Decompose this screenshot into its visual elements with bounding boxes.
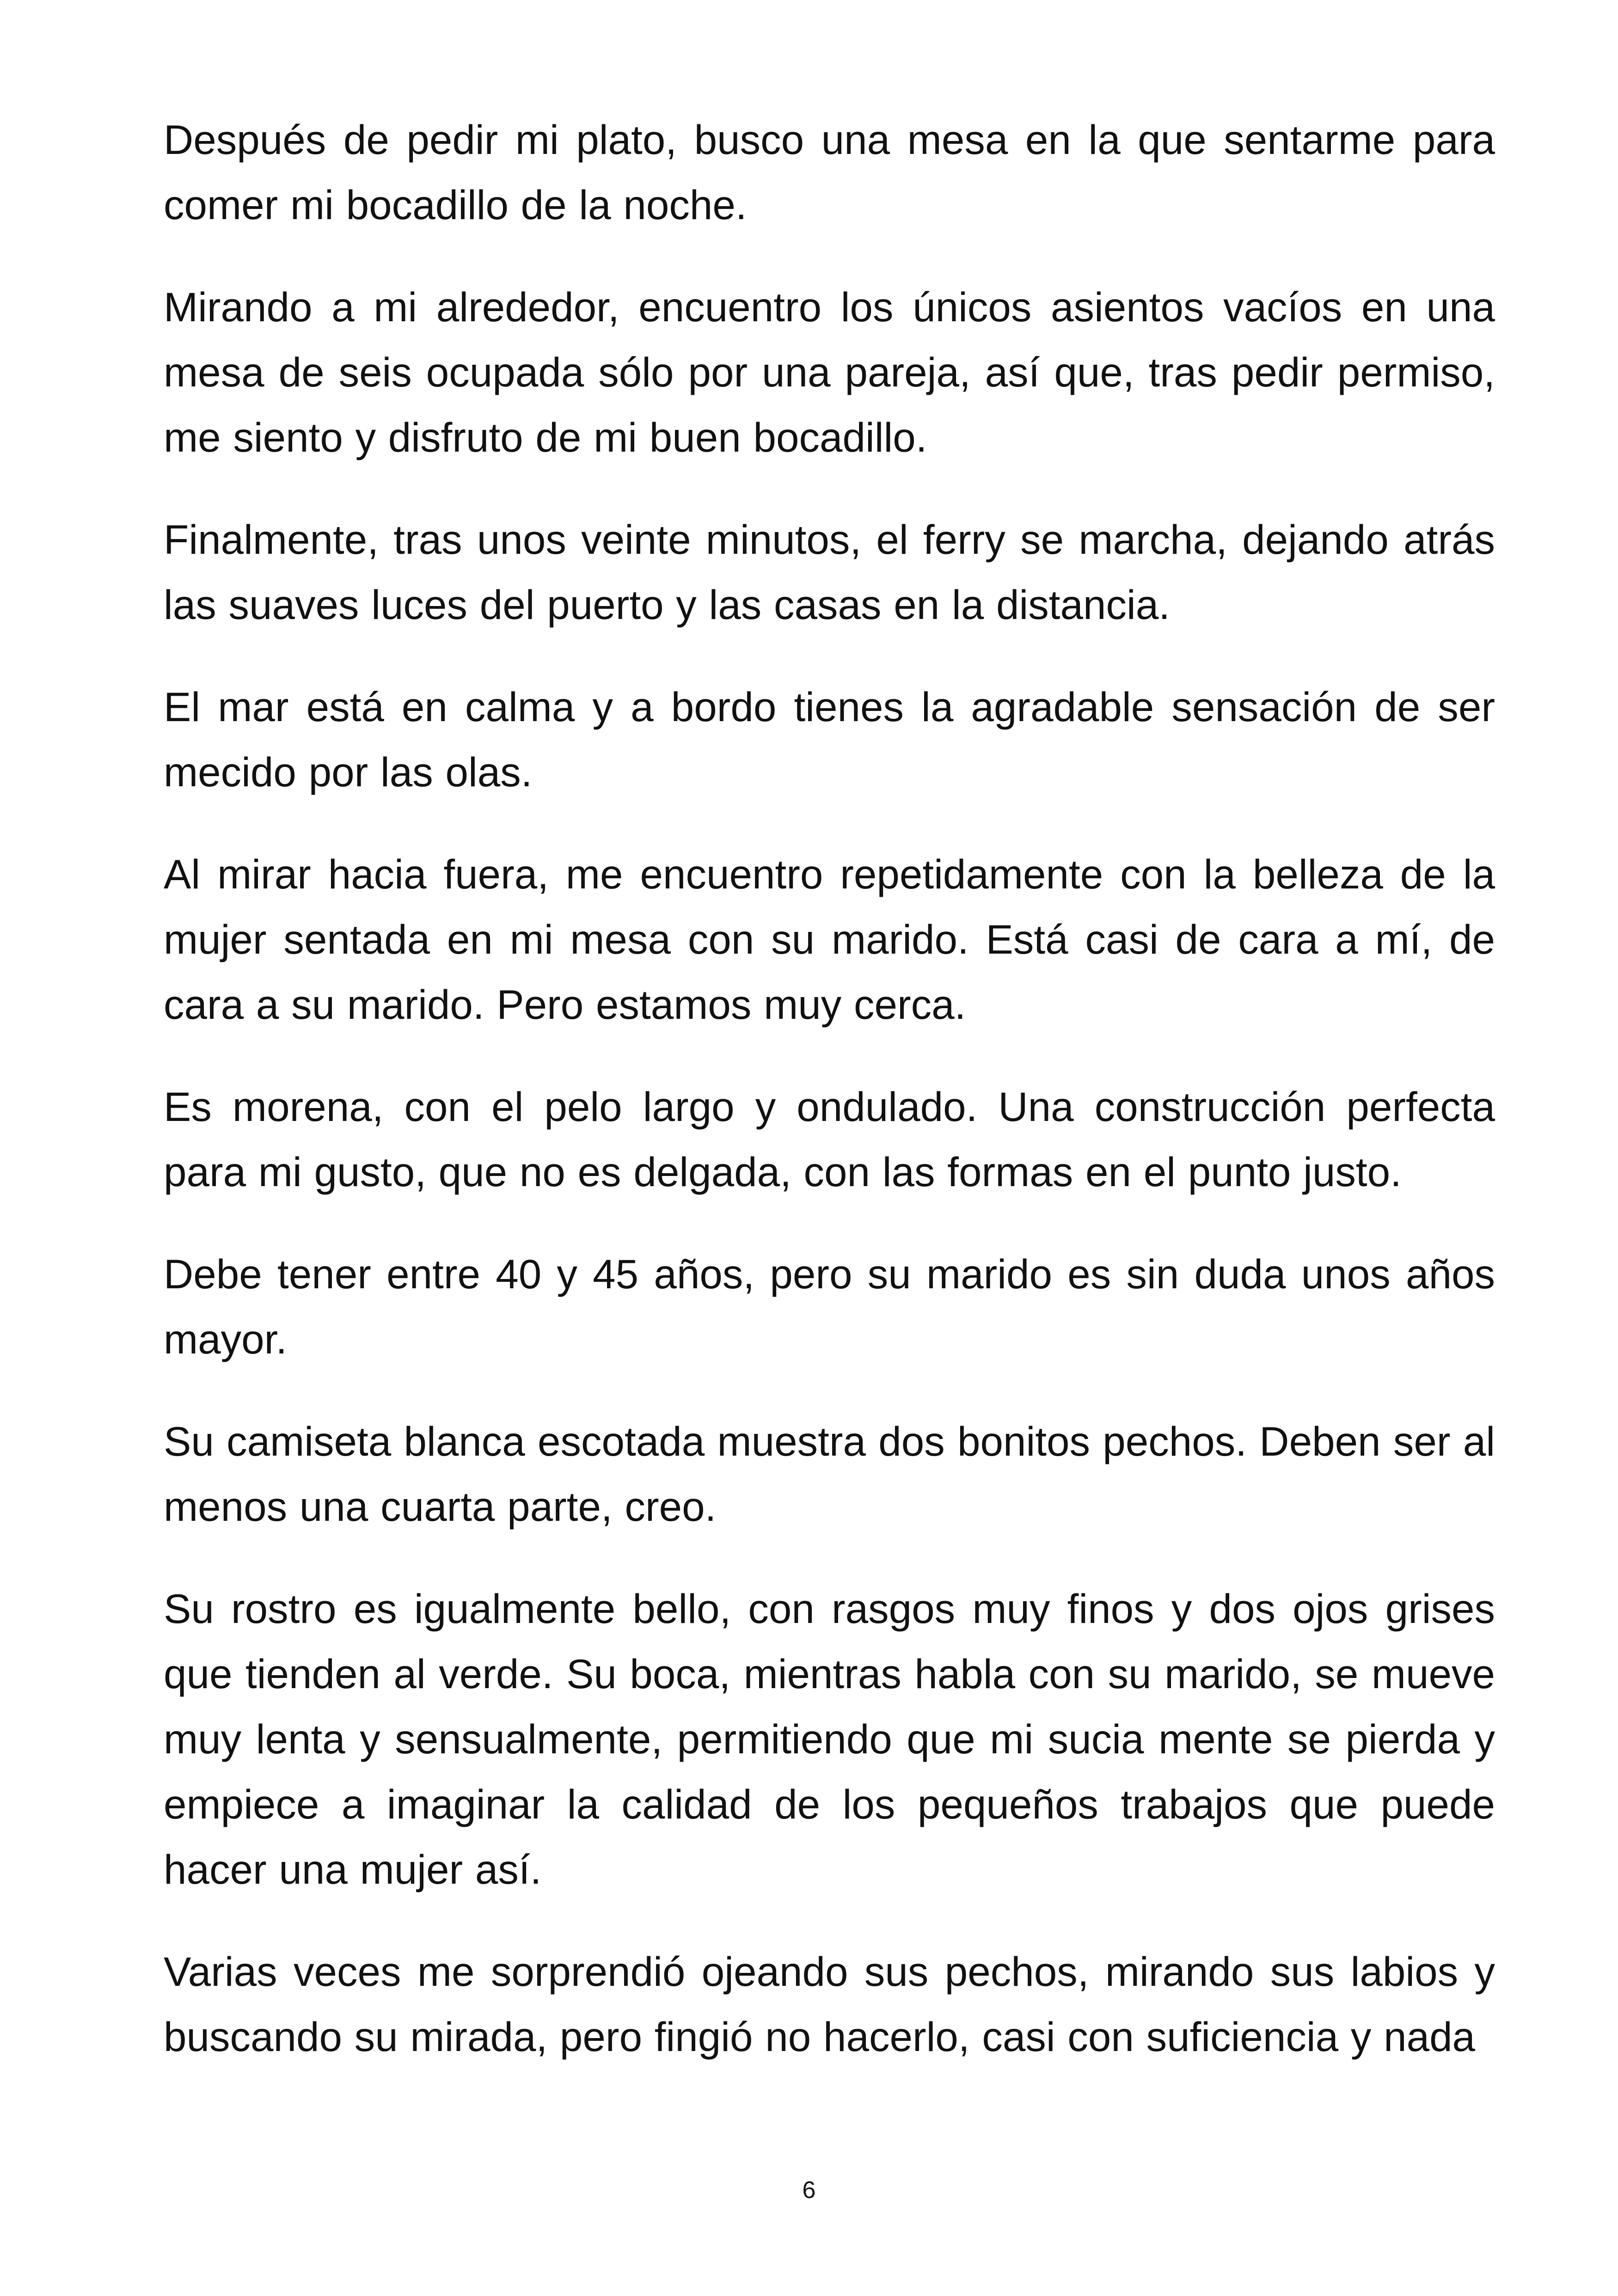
paragraph: Finalmente, tras unos veinte minutos, el ferry se marcha, dejando atrás las suaves luces del puerto y las casas en la distancia. [164, 516, 1495, 628]
paragraph: Después de pedir mi plato, busco una mesa en la que sentarme para comer mi bocadillo de la noche. [164, 116, 1495, 228]
document-body [164, 107, 1495, 2069]
paragraph: Es morena, con el pelo largo y ondulado. Una construcción perfecta para mi gusto, que no es delgada, con las formas en el punto justo. [164, 1084, 1495, 1195]
paragraph: Debe tener entre 40 y 45 años, pero su marido es sin duda unos años mayor. [164, 1251, 1495, 1362]
paragraph-truncated: Varias veces me sorprendió ojeando sus pechos, mirando sus labios y buscando su mirada, pero fingió no hacerlo, casi con suficiencia y nada [164, 1948, 1495, 2060]
paragraph: Al mirar hacia fuera, me encuentro repetidamente con la belleza de la mujer sentada en mi mesa con su marido. Está casi de cara a mí, de cara a su marido. Pero estamos muy cerca. [164, 851, 1495, 1028]
paragraph: Su camiseta blanca escotada muestra dos bonitos pechos. Deben ser al menos una cuarta parte, creo. [164, 1418, 1495, 1530]
page-number: 6 [802, 2177, 816, 2204]
paragraph: Mirando a mi alrededor, encuentro los únicos asientos vacíos en una mesa de seis ocupada sólo por una pareja, así que, tras pedir permiso, me siento y disfruto de mi buen bocadillo. [164, 284, 1495, 460]
paragraph: Su rostro es igualmente bello, con rasgos muy finos y dos ojos grises que tienden al verde. Su boca, mientras habla con su marido, se mueve muy lenta y sensualmente, permitiendo que mi sucia mente se pierda y empiece a imaginar la calidad de los pequeños trabajos que puede hacer una mujer así. [164, 1586, 1495, 1892]
paragraph: El mar está en calma y a bordo tienes la agradable sensación de ser mecido por las olas. [164, 684, 1495, 795]
